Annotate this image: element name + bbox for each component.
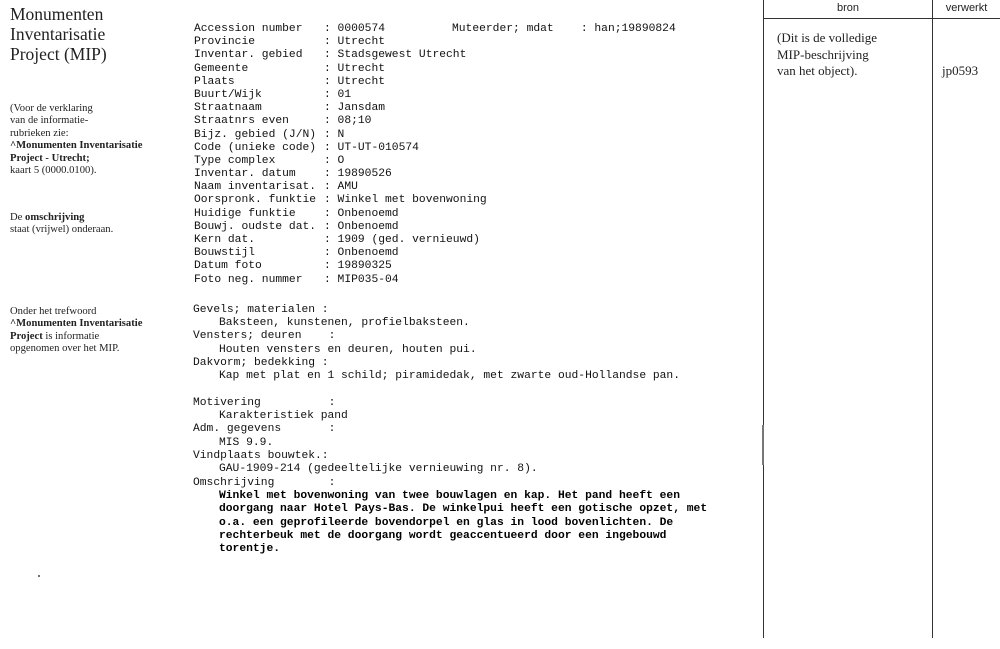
field-value: : 01: [324, 88, 352, 101]
field-label: Naam inventarisat.: [194, 181, 317, 194]
text-line: o.a. een geprofileerde bovendorpel en glas in lood bovenlichten. De: [219, 516, 674, 529]
field-value: : UT-UT-010574: [324, 141, 419, 154]
field-row: [194, 89, 487, 102]
mutator-field: [452, 23, 676, 36]
text-line: rechterbeuk met de doorgang wordt geaccentueerd door een ingebouwd: [219, 529, 667, 542]
description-note: [10, 212, 113, 237]
field-label: Straatnaam: [194, 102, 262, 115]
note-link[interactable]: ^Monumenten Inventarisatie: [10, 318, 143, 330]
field-row: [194, 102, 487, 115]
section-header: Dakvorm; bedekking :: [193, 356, 329, 369]
title-line: Monumenten: [10, 4, 104, 24]
field-value: : 19890526: [324, 168, 392, 181]
field-label: Code (unieke code): [194, 141, 317, 154]
field-row: [194, 181, 487, 194]
document-title: [10, 4, 107, 64]
field-label: Type complex: [194, 154, 276, 167]
bron-line: MIP-beschrijving: [777, 46, 869, 62]
table-header-rule: [763, 18, 1000, 19]
verwerkt-column-header: verwerkt: [945, 2, 988, 14]
field-value: : O: [324, 154, 345, 167]
section-text: Houten vensters en deuren, houten pui.: [219, 343, 477, 356]
field-value: : MIP035-04: [324, 273, 399, 286]
title-line: Project (MIP): [10, 44, 107, 64]
field-row: [194, 194, 487, 207]
field-value: : 1909 (ged. vernieuwd): [324, 234, 480, 246]
field-row: [194, 63, 487, 76]
materials-section: [193, 304, 680, 383]
field-label: Datum foto: [194, 260, 262, 273]
note-line: opgenomen over het MIP.: [10, 343, 120, 355]
field-row: [194, 129, 487, 142]
field-value: : 08;10: [324, 115, 372, 128]
field-row: [194, 49, 487, 62]
text-line: Winkel met bovenwoning van twee bouwlagen en kap. Het pand heeft een: [219, 490, 680, 503]
admin-section: [193, 397, 538, 476]
legend-note: [10, 103, 142, 177]
field-row: [194, 142, 487, 155]
record-fields: [194, 23, 487, 287]
field-label: Bijz. gebied (J/N): [194, 128, 317, 141]
field-label: Straatnrs even: [194, 115, 289, 128]
field-row: [194, 76, 487, 89]
omschrijving-section: [193, 477, 719, 556]
section-text: GAU-1909-214 (gedeeltelijke vernieuwing nr. 8).: [219, 463, 538, 476]
text-line: doorgang naar Hotel Pays-Bas. De winkelpui heeft een gotische opzet, met: [219, 503, 708, 516]
field-row: [194, 168, 487, 181]
title-line: Inventarisatie: [10, 24, 106, 44]
note-link[interactable]: ^Monumenten Inventarisatie: [10, 140, 143, 152]
section-header: Motivering :: [193, 397, 336, 409]
field-value: : Stadsgewest Utrecht: [324, 49, 467, 62]
verwerkt-cell: jp0593: [942, 63, 979, 78]
text-line: torentje.: [219, 543, 281, 556]
field-value: : Utrecht: [324, 36, 386, 49]
field-label: Provincie: [194, 36, 256, 49]
bron-column-header: bron: [836, 2, 860, 14]
field-value: : 19890325: [324, 260, 392, 273]
field-value: : Utrecht: [324, 62, 386, 75]
section-header: Gevels; materialen :: [193, 304, 329, 316]
field-label: Foto neg. nummer: [194, 273, 303, 286]
bron-line: (Dit is de volledige: [777, 30, 878, 45]
field-row: [194, 208, 487, 221]
field-row: [194, 274, 487, 287]
note-line: kaart 5 (0000.0100).: [10, 165, 97, 177]
note-text: De: [10, 212, 26, 223]
field-row: [194, 36, 487, 49]
field-value: : Onbenoemd: [324, 247, 399, 260]
field-row: [194, 221, 487, 234]
omschrijving-text: [193, 490, 719, 556]
field-value: : N: [324, 128, 345, 141]
field-label: Buurt/Wijk: [194, 88, 262, 101]
field-label: Bouwstijl: [194, 247, 256, 260]
field-value: : Onbenoemd: [324, 207, 399, 220]
field-label: Huidige funktie: [194, 207, 296, 220]
bron-line: van het object).: [777, 63, 858, 78]
field-value: : 0000574: [324, 23, 386, 35]
field-label: Gemeente: [194, 62, 249, 75]
note-line: van de informatie-: [10, 115, 89, 127]
field-row: [194, 260, 487, 273]
section-text: MIS 9.9.: [219, 436, 274, 449]
note-bold: omschrijving: [25, 212, 85, 223]
field-label: Oorspronk. funktie: [194, 194, 317, 207]
field-row: [194, 155, 487, 168]
section-text: Kap met plat en 1 schild; piramidedak, met zwarte oud-Hollandse pan.: [219, 370, 680, 383]
note-line: rubrieken zie:: [10, 127, 69, 139]
table-divider: [932, 0, 933, 638]
section-header: Omschrijving :: [193, 477, 336, 489]
field-label: Plaats: [194, 75, 235, 88]
section-header: Vindplaats bouwtek.:: [193, 449, 329, 462]
note-line: staat (vrijwel) onderaan.: [10, 224, 114, 236]
field-value: : han;19890824: [580, 23, 676, 35]
note-line: Onder het trefwoord: [10, 306, 97, 317]
note-link[interactable]: Project: [10, 330, 43, 342]
scan-artifact: [38, 575, 40, 577]
field-label: Muteerder; mdat: [452, 23, 554, 35]
scan-artifact: [762, 425, 764, 465]
field-row: [194, 115, 487, 128]
field-value: : AMU: [324, 181, 358, 194]
note-line: (Voor de verklaring: [10, 103, 93, 114]
field-label: Inventar. datum: [194, 168, 296, 181]
section-text: Baksteen, kunstenen, profielbaksteen.: [219, 317, 470, 330]
table-divider: [763, 0, 764, 638]
field-value: : Onbenoemd: [324, 220, 399, 233]
keyword-note: [10, 306, 142, 356]
field-row: [194, 234, 487, 247]
field-label: Bouwj. oudste dat.: [194, 220, 317, 233]
field-label: Accession number: [194, 23, 303, 35]
field-row: [194, 247, 487, 260]
note-link[interactable]: Project - Utrecht;: [10, 152, 90, 164]
section-header: Adm. gegevens :: [193, 423, 336, 436]
field-value: : Utrecht: [324, 75, 386, 88]
field-label: Kern dat.: [194, 234, 256, 246]
field-value: : Jansdam: [324, 102, 386, 115]
field-label: Inventar. gebied: [194, 49, 303, 62]
bron-cell: [777, 30, 927, 80]
field-value: : Winkel met bovenwoning: [324, 194, 487, 207]
field-row: [194, 23, 487, 36]
section-text: Karakteristiek pand: [219, 410, 348, 423]
section-header: Vensters; deuren :: [193, 330, 336, 343]
note-text: is informatie: [42, 330, 100, 342]
